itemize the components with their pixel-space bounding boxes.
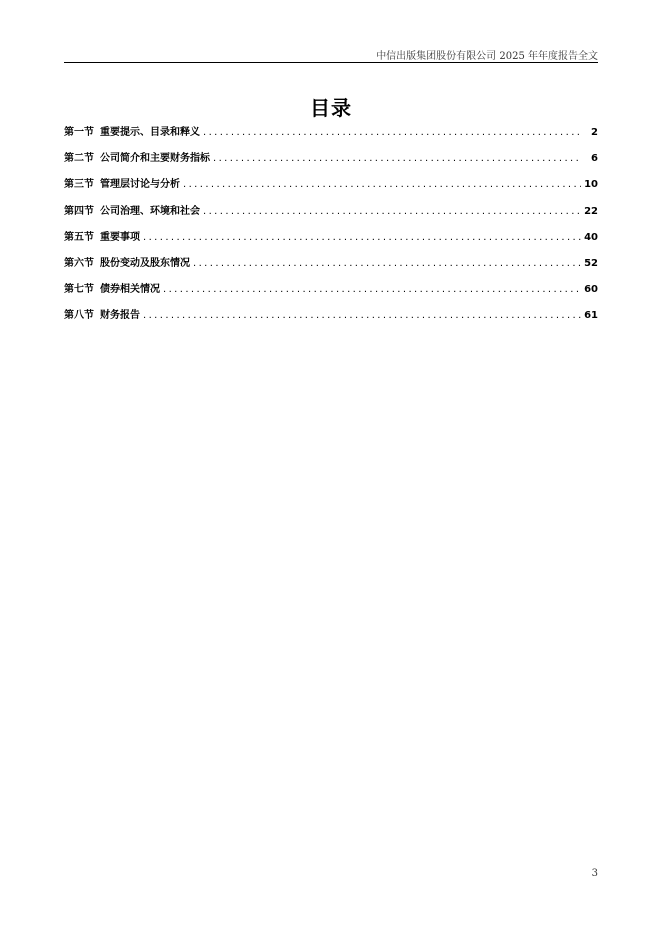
table-of-contents xyxy=(64,124,598,334)
toc-section-number: 第二节 xyxy=(64,153,94,165)
toc-section-name: 债券相关情况 xyxy=(100,284,160,296)
toc-page-number: 61 xyxy=(584,310,598,322)
toc-section-name: 股份变动及股东情况 xyxy=(100,257,190,269)
page-number: 3 xyxy=(591,868,598,879)
toc-page-number: 10 xyxy=(584,179,598,191)
toc-dot-leader xyxy=(163,281,581,299)
toc-dot-leader xyxy=(143,229,581,247)
toc-title: 目录 xyxy=(310,96,352,120)
toc-entry-4[interactable] xyxy=(64,203,598,229)
toc-page-number: 60 xyxy=(584,284,598,296)
toc-entry-6[interactable] xyxy=(64,255,598,281)
toc-page-number: 40 xyxy=(584,231,598,243)
toc-dot-leader xyxy=(203,203,581,221)
toc-section-name: 财务报告 xyxy=(100,310,140,322)
toc-section-number: 第六节 xyxy=(64,257,94,269)
toc-section-name: 管理层讨论与分析 xyxy=(100,179,180,191)
toc-section-number: 第三节 xyxy=(64,179,94,191)
toc-entry-2[interactable] xyxy=(64,150,598,176)
toc-entry-3[interactable] xyxy=(64,176,598,202)
toc-dot-leader xyxy=(203,124,581,142)
toc-entry-1[interactable] xyxy=(64,124,598,150)
running-header: 中信出版集团股份有限公司 2025 年年度报告全文 xyxy=(376,51,598,62)
toc-page-number: 52 xyxy=(584,257,598,269)
toc-section-number: 第八节 xyxy=(64,310,94,322)
toc-entry-8[interactable] xyxy=(64,307,598,333)
toc-section-name: 公司简介和主要财务指标 xyxy=(100,153,210,165)
toc-section-name: 重要事项 xyxy=(100,231,140,243)
toc-entry-5[interactable] xyxy=(64,229,598,255)
toc-dot-leader xyxy=(193,255,581,273)
toc-page-number: 22 xyxy=(584,205,598,217)
toc-dot-leader xyxy=(143,307,581,325)
toc-entry-7[interactable] xyxy=(64,281,598,307)
toc-page-number: 2 xyxy=(591,127,598,138)
toc-section-number: 第四节 xyxy=(64,205,94,217)
toc-section-number: 第五节 xyxy=(64,231,94,243)
toc-page-number: 6 xyxy=(591,153,598,165)
toc-dot-leader xyxy=(213,150,581,168)
header-rule xyxy=(64,62,598,63)
toc-section-number: 第七节 xyxy=(64,284,94,296)
toc-section-name: 重要提示、目录和释义 xyxy=(100,127,200,138)
toc-section-name: 公司治理、环境和社会 xyxy=(100,205,200,217)
toc-dot-leader xyxy=(183,176,581,194)
toc-section-number: 第一节 xyxy=(64,127,94,138)
